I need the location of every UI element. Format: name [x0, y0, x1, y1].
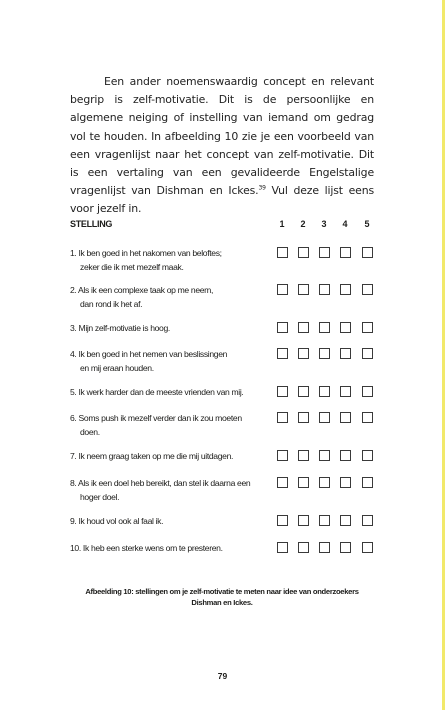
statement-line-1: 2. Als ik een complexe taak op me neem, — [70, 285, 214, 295]
rating-checkbox-3[interactable] — [319, 247, 330, 258]
rating-checkbox-1[interactable] — [277, 477, 288, 488]
rating-checkbox-4[interactable] — [340, 284, 351, 295]
rating-checkbox-1[interactable] — [277, 247, 288, 258]
rating-checkbox-1[interactable] — [277, 322, 288, 333]
statement-text — [70, 541, 270, 555]
statement-line-1: 1. Ik ben goed in het nakomen van beloftes; — [70, 248, 222, 258]
rating-checkbox-5[interactable] — [362, 322, 373, 333]
rating-checkbox-1[interactable] — [277, 386, 288, 397]
rating-checkbox-2[interactable] — [298, 477, 309, 488]
statement-line-2: hoger doel. — [80, 492, 120, 502]
statement-text — [70, 246, 270, 274]
rating-checkbox-1[interactable] — [277, 348, 288, 359]
statement-line-2: doen. — [80, 427, 100, 437]
rating-checkbox-3[interactable] — [319, 450, 330, 461]
rating-checkbox-4[interactable] — [340, 247, 351, 258]
table-header — [70, 219, 376, 233]
rating-checkbox-2[interactable] — [298, 542, 309, 553]
statement-line-1: 10. Ik heb een sterke wens om te presteren. — [70, 543, 223, 553]
page-number: 79 — [217, 671, 228, 681]
caption-line-2: Dishman en Ickes. — [191, 598, 253, 607]
statement-line-2: zeker die ik met mezelf maak. — [80, 262, 184, 272]
figure-caption — [70, 586, 374, 608]
rating-checkbox-2[interactable] — [298, 284, 309, 295]
rating-checkbox-3[interactable] — [319, 386, 330, 397]
statement-text — [70, 283, 270, 311]
rating-checkbox-5[interactable] — [362, 450, 373, 461]
statement-line-1: 8. Als ik een doel heb bereikt, dan stel ik daarna een — [70, 478, 251, 488]
statement-text — [70, 514, 270, 528]
statement-line-1: 3. Mijn zelf-motivatie is hoog. — [70, 323, 170, 333]
rating-checkbox-5[interactable] — [362, 348, 373, 359]
rating-checkbox-2[interactable] — [298, 386, 309, 397]
rating-checkbox-4[interactable] — [340, 450, 351, 461]
rating-checkbox-4[interactable] — [340, 386, 351, 397]
rating-checkbox-3[interactable] — [319, 348, 330, 359]
rating-checkbox-5[interactable] — [362, 284, 373, 295]
statement-text — [70, 411, 270, 439]
rating-checkbox-1[interactable] — [277, 284, 288, 295]
rating-checkbox-4[interactable] — [340, 477, 351, 488]
rating-checkbox-5[interactable] — [362, 412, 373, 423]
intro-paragraph — [70, 73, 374, 219]
rating-checkbox-2[interactable] — [298, 247, 309, 258]
statement-line-1: 9. Ik houd vol ook al faal ik. — [70, 516, 164, 526]
statement-text — [70, 476, 270, 504]
rating-checkbox-5[interactable] — [362, 542, 373, 553]
scale-label-4: 4 — [342, 219, 348, 229]
scale-label-5: 5 — [364, 219, 370, 229]
questionnaire-table — [70, 219, 376, 553]
rating-checkbox-1[interactable] — [277, 542, 288, 553]
rating-checkbox-1[interactable] — [277, 450, 288, 461]
rating-checkbox-2[interactable] — [298, 515, 309, 526]
header-label: STELLING — [70, 219, 113, 229]
caption-line-1: Afbeelding 10: stellingen om je zelf-motivatie te meten naar idee van onderzoekers — [85, 587, 359, 596]
statement-text — [70, 321, 270, 335]
rating-checkbox-3[interactable] — [319, 412, 330, 423]
scale-label-1: 1 — [279, 219, 285, 229]
rating-checkbox-5[interactable] — [362, 386, 373, 397]
rating-checkbox-3[interactable] — [319, 322, 330, 333]
rating-checkbox-2[interactable] — [298, 412, 309, 423]
rating-checkbox-4[interactable] — [340, 348, 351, 359]
rating-checkbox-3[interactable] — [319, 515, 330, 526]
rating-checkbox-3[interactable] — [319, 284, 330, 295]
rating-checkbox-4[interactable] — [340, 412, 351, 423]
intro-text-after: Vul deze lijst eens voor jezelf in. — [70, 184, 374, 216]
statement-text — [70, 385, 270, 399]
rating-checkbox-5[interactable] — [362, 515, 373, 526]
statement-line-2: en mij eraan houden. — [80, 363, 154, 373]
rating-checkbox-3[interactable] — [319, 542, 330, 553]
statement-line-1: 6. Soms push ik mezelf verder dan ik zou moeten — [70, 413, 242, 423]
rating-checkbox-5[interactable] — [362, 247, 373, 258]
rating-checkbox-3[interactable] — [319, 477, 330, 488]
statement-text — [70, 347, 270, 375]
rating-checkbox-4[interactable] — [340, 322, 351, 333]
statement-text — [70, 449, 270, 463]
rating-checkbox-1[interactable] — [277, 515, 288, 526]
rating-checkbox-1[interactable] — [277, 412, 288, 423]
rating-checkbox-2[interactable] — [298, 348, 309, 359]
scale-label-3: 3 — [321, 219, 327, 229]
intro-text: Een ander noemenswaardig concept en relevant begrip is zelf-motivatie. Dit is de persoonlijke en algemene neiging of instelling van iemand om gedrag vol te houden. In afbeelding 10 zie je een voorbeeld van een vragenlijst naar het concept van zelf-motivatie. Dit is een vertaling van een gevalideerde Engelstalige vragenlijst van Dishman en Ickes. — [70, 75, 374, 198]
rating-checkbox-2[interactable] — [298, 322, 309, 333]
statement-line-1: 7. Ik neem graag taken op me die mij uitdagen. — [70, 451, 234, 461]
statement-line-1: 5. Ik werk harder dan de meeste vrienden van mij. — [70, 387, 244, 397]
rating-checkbox-2[interactable] — [298, 450, 309, 461]
statement-line-2: dan rond ik het af. — [80, 299, 143, 309]
rating-checkbox-4[interactable] — [340, 515, 351, 526]
rating-checkbox-4[interactable] — [340, 542, 351, 553]
statement-line-1: 4. Ik ben goed in het nemen van beslissingen — [70, 349, 228, 359]
scale-label-2: 2 — [300, 219, 306, 229]
footnote-reference: 39 — [258, 184, 266, 192]
rating-checkbox-5[interactable] — [362, 477, 373, 488]
